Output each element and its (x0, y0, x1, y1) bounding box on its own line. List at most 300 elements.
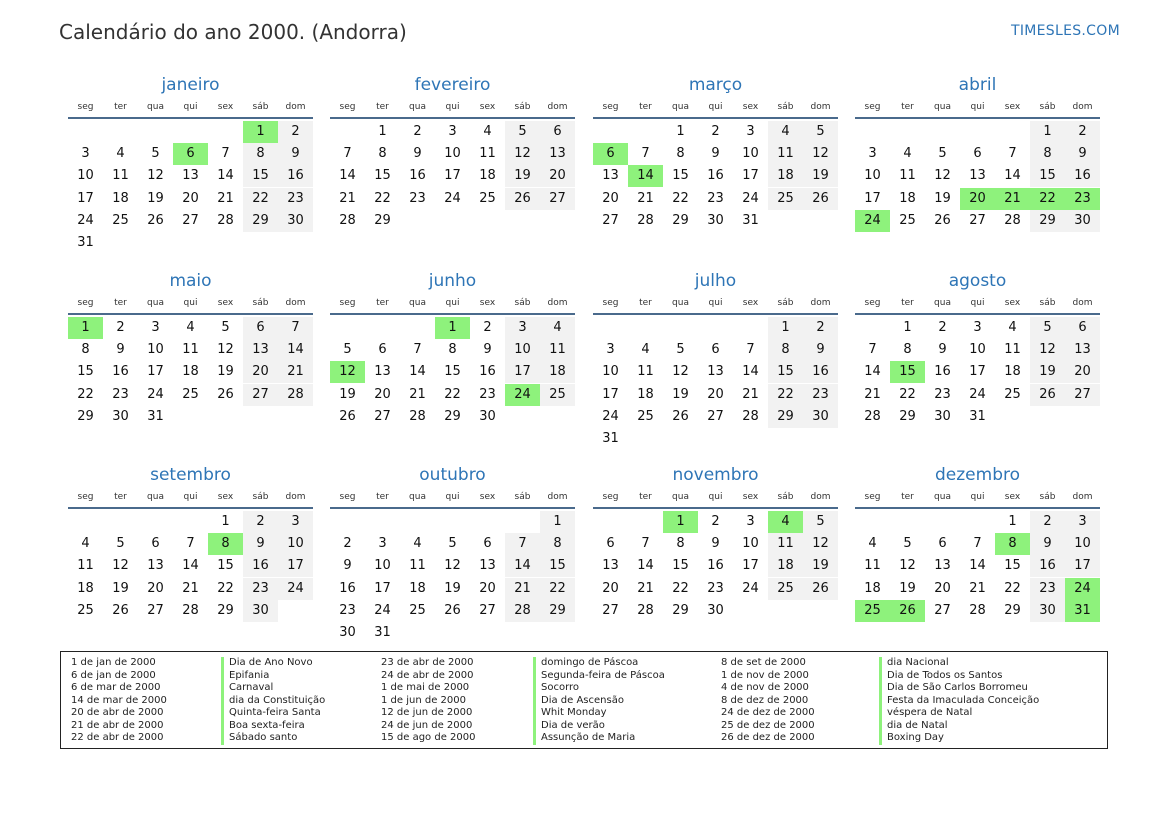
legend-holiday-name: Dia de Ano Novo (221, 657, 325, 670)
day-cell: 20 (602, 580, 619, 596)
month-name: outubro (419, 465, 486, 485)
day-cell: 27 (147, 602, 164, 618)
day-cell: 14 (969, 558, 986, 574)
day-cell: 28 (409, 408, 426, 424)
weekday-header: qui (183, 102, 198, 112)
day-cell: 4 (81, 536, 90, 552)
day-cell: 19 (217, 364, 234, 380)
day-cell: 10 (1065, 533, 1100, 555)
weekday-header: seg (77, 298, 94, 308)
day-cell: 22 (1004, 580, 1021, 596)
holiday-day-cell: 25 (855, 600, 890, 622)
day-cell: 5 (938, 146, 947, 162)
day-cell: 12 (217, 342, 234, 358)
weekday-header: sáb (777, 102, 794, 112)
month-divider (68, 507, 313, 509)
month-name: novembro (672, 465, 759, 485)
weekday-header: qui (445, 102, 460, 112)
month-name: abril (958, 75, 997, 95)
day-cell: 19 (1030, 361, 1065, 383)
day-cell: 1 (1008, 514, 1017, 529)
legend-holiday-name: Boa sexta-feira (221, 720, 325, 733)
day-cell: 29 (444, 408, 461, 424)
weekday-header: sáb (514, 492, 531, 502)
month-divider (855, 313, 1100, 315)
legend-holiday-name: Epifania (221, 670, 325, 683)
weekday-header: dom (1072, 298, 1093, 308)
day-cell: 7 (641, 536, 650, 552)
day-cell: 17 (742, 168, 759, 184)
day-cell: 7 (868, 342, 877, 358)
month-divider (330, 313, 575, 315)
legend-date: 20 de abr de 2000 (71, 707, 164, 718)
day-cell: 15 (374, 168, 391, 184)
weekday-header: dom (547, 492, 568, 502)
day-cell: 29 (672, 602, 689, 618)
day-cell: 2 (711, 514, 720, 529)
day-cell: 2 (243, 511, 278, 533)
day-cell: 27 (479, 602, 496, 618)
weekday-header: qui (708, 492, 723, 502)
day-cell: 3 (746, 514, 755, 529)
day-cell: 4 (186, 320, 195, 335)
day-cell: 16 (112, 364, 129, 380)
day-cell: 27 (243, 384, 278, 406)
day-cell: 3 (448, 124, 457, 139)
weekday-header: sáb (777, 492, 794, 502)
day-cell: 20 (182, 190, 199, 206)
day-cell: 10 (147, 342, 164, 358)
day-cell: 10 (374, 558, 391, 574)
day-cell: 5 (676, 342, 685, 358)
day-cell: 30 (243, 600, 278, 622)
day-cell: 9 (938, 342, 947, 358)
weekday-header: qui (970, 102, 985, 112)
weekday-header: seg (864, 298, 881, 308)
day-cell: 17 (147, 364, 164, 380)
day-cell: 15 (77, 364, 94, 380)
day-cell: 23 (707, 190, 724, 206)
day-cell: 27 (602, 602, 619, 618)
weekday-header: dom (285, 102, 306, 112)
holiday-day-cell: 14 (628, 165, 663, 187)
weekday-header: sex (1004, 102, 1021, 112)
day-cell: 22 (444, 386, 461, 402)
legend-date: 1 de mai de 2000 (381, 682, 470, 693)
month-divider (593, 117, 838, 119)
weekday-header: seg (864, 492, 881, 502)
weekday-header: dom (1072, 102, 1093, 112)
day-cell: 16 (479, 364, 496, 380)
legend-date: 4 de nov de 2000 (721, 682, 809, 693)
day-cell: 7 (1008, 146, 1017, 162)
day-cell: 16 (339, 580, 356, 596)
day-cell: 9 (278, 143, 313, 165)
weekday-header: dom (1072, 492, 1093, 502)
day-cell: 23 (112, 386, 129, 402)
day-cell: 29 (1004, 602, 1021, 618)
weekday-header: sáb (1039, 102, 1056, 112)
day-cell: 20 (374, 386, 391, 402)
day-cell: 26 (803, 188, 838, 210)
day-cell: 19 (803, 165, 838, 187)
day-cell: 26 (444, 602, 461, 618)
day-cell: 20 (934, 580, 951, 596)
weekday-header: qua (934, 492, 951, 502)
day-cell: 26 (505, 188, 540, 210)
weekday-header: sáb (514, 102, 531, 112)
day-cell: 30 (278, 210, 313, 232)
day-cell: 6 (151, 536, 160, 552)
weekday-header: sex (479, 492, 496, 502)
day-cell: 2 (1065, 121, 1100, 143)
day-cell: 18 (182, 364, 199, 380)
day-cell: 11 (409, 558, 426, 574)
day-cell: 7 (505, 533, 540, 555)
weekday-header: qua (409, 492, 426, 502)
day-cell: 25 (1004, 386, 1021, 402)
day-cell: 12 (803, 533, 838, 555)
day-cell: 5 (116, 536, 125, 552)
day-cell: 7 (413, 342, 422, 358)
day-cell: 22 (768, 384, 803, 406)
day-cell: 26 (1030, 384, 1065, 406)
day-cell: 18 (768, 555, 803, 577)
day-cell: 18 (77, 580, 94, 596)
weekday-header: sáb (252, 102, 269, 112)
day-cell: 31 (742, 212, 759, 228)
month-divider (330, 117, 575, 119)
day-cell: 25 (540, 384, 575, 406)
day-cell: 20 (1065, 361, 1100, 383)
holiday-day-cell: 12 (330, 361, 365, 383)
weekday-header: ter (639, 102, 652, 112)
weekday-header: seg (339, 492, 356, 502)
legend-holiday-name: Dia de São Carlos Borromeu (879, 682, 1039, 695)
day-cell: 4 (540, 317, 575, 339)
legend-holiday-name: Socorro (533, 682, 665, 695)
day-cell: 15 (1004, 558, 1021, 574)
day-cell: 26 (217, 386, 234, 402)
day-cell: 17 (505, 361, 540, 383)
month-divider (593, 507, 838, 509)
day-cell: 19 (803, 555, 838, 577)
day-cell: 22 (77, 386, 94, 402)
day-cell: 12 (147, 168, 164, 184)
day-cell: 5 (448, 536, 457, 552)
day-cell: 11 (540, 339, 575, 361)
weekday-header: qua (934, 298, 951, 308)
weekday-header: qua (409, 102, 426, 112)
day-cell: 15 (540, 555, 575, 577)
month-divider (68, 313, 313, 315)
legend-date: 14 de mar de 2000 (71, 694, 167, 706)
legend-date: 6 de jan de 2000 (71, 669, 156, 681)
holiday-legend (60, 651, 1108, 749)
day-cell: 21 (278, 361, 313, 383)
weekday-header: sáb (514, 298, 531, 308)
month-name: setembro (150, 465, 231, 485)
day-cell: 21 (217, 190, 234, 206)
day-cell: 30 (707, 602, 724, 618)
day-cell: 4 (1008, 320, 1017, 335)
day-cell: 16 (934, 364, 951, 380)
legend-holiday-name: Quinta-feira Santa (221, 707, 325, 720)
legend-date: 26 de dez de 2000 (721, 732, 815, 743)
day-cell: 4 (413, 536, 422, 552)
day-cell: 4 (903, 146, 912, 162)
day-cell: 9 (1065, 143, 1100, 165)
day-cell: 8 (378, 146, 387, 162)
day-cell: 31 (969, 408, 986, 424)
day-cell: 10 (602, 364, 619, 380)
day-cell: 25 (182, 386, 199, 402)
holiday-day-cell: 22 (1030, 188, 1065, 210)
day-cell: 24 (278, 578, 313, 600)
month-name: julho (694, 271, 737, 291)
day-cell: 12 (1030, 339, 1065, 361)
day-cell: 13 (934, 558, 951, 574)
day-cell: 27 (934, 602, 951, 618)
weekday-header: dom (810, 298, 831, 308)
weekday-header: sáb (1039, 298, 1056, 308)
weekday-header: sex (479, 298, 496, 308)
day-cell: 20 (707, 386, 724, 402)
day-cell: 2 (483, 320, 492, 335)
day-cell: 13 (602, 168, 619, 184)
legend-holiday-name: Boxing Day (879, 732, 1039, 745)
weekday-header: qui (445, 492, 460, 502)
legend-holiday-name: dia Nacional (879, 657, 1039, 670)
day-cell: 14 (742, 364, 759, 380)
day-cell: 11 (768, 143, 803, 165)
day-cell: 12 (444, 558, 461, 574)
day-cell: 28 (339, 212, 356, 228)
day-cell: 28 (969, 602, 986, 618)
day-cell: 23 (707, 580, 724, 596)
day-cell: 9 (413, 146, 422, 162)
day-cell: 17 (602, 386, 619, 402)
day-cell: 3 (746, 124, 755, 139)
weekday-header: sáb (1039, 492, 1056, 502)
legend-date: 24 de jun de 2000 (381, 719, 473, 731)
day-cell: 10 (864, 168, 881, 184)
day-cell: 16 (278, 165, 313, 187)
legend-holiday-name: Festa da Imaculada Conceição (879, 695, 1039, 708)
legend-date: 6 de mar de 2000 (71, 682, 161, 693)
day-cell: 1 (768, 317, 803, 339)
day-cell: 25 (637, 408, 654, 424)
legend-date: 8 de dez de 2000 (721, 694, 809, 706)
day-cell: 17 (374, 580, 391, 596)
day-cell: 5 (803, 511, 838, 533)
weekday-header: qui (708, 298, 723, 308)
legend-date: 1 de jan de 2000 (71, 657, 156, 668)
day-cell: 22 (672, 580, 689, 596)
day-cell: 18 (1004, 364, 1021, 380)
legend-date: 24 de dez de 2000 (721, 707, 815, 718)
legend-holiday-name: dia de Natal (879, 720, 1039, 733)
day-cell: 23 (479, 386, 496, 402)
legend-date: 15 de ago de 2000 (381, 732, 476, 743)
day-cell: 2 (1030, 511, 1065, 533)
holiday-day-cell: 31 (1065, 600, 1100, 622)
day-cell: 30 (112, 408, 129, 424)
day-cell: 25 (77, 602, 94, 618)
day-cell: 30 (707, 212, 724, 228)
day-cell: 22 (374, 190, 391, 206)
day-cell: 27 (182, 212, 199, 228)
day-cell: 21 (409, 386, 426, 402)
day-cell: 20 (479, 580, 496, 596)
day-cell: 5 (221, 320, 230, 335)
day-cell: 1 (378, 124, 387, 139)
holiday-day-cell: 24 (855, 210, 890, 232)
legend-holiday-name: véspera de Natal (879, 707, 1039, 720)
legend-holiday-name: Dia de Ascensão (533, 695, 665, 708)
holiday-day-cell: 26 (890, 600, 925, 622)
day-cell: 19 (444, 580, 461, 596)
day-cell: 24 (444, 190, 461, 206)
day-cell: 13 (374, 364, 391, 380)
day-cell: 22 (899, 386, 916, 402)
day-cell: 12 (803, 143, 838, 165)
holiday-day-cell: 1 (68, 317, 103, 339)
holiday-day-cell: 8 (208, 533, 243, 555)
day-cell: 27 (374, 408, 391, 424)
day-cell: 29 (243, 210, 278, 232)
weekday-header: sex (742, 492, 759, 502)
day-cell: 13 (182, 168, 199, 184)
weekday-header: sex (1004, 492, 1021, 502)
weekday-header: ter (114, 298, 127, 308)
day-cell: 27 (1065, 384, 1100, 406)
day-cell: 3 (81, 146, 90, 162)
day-cell: 30 (803, 406, 838, 428)
weekday-header: ter (901, 298, 914, 308)
day-cell: 6 (483, 536, 492, 552)
day-cell: 25 (768, 188, 803, 210)
weekday-header: qui (183, 492, 198, 502)
legend-date: 8 de set de 2000 (721, 657, 806, 668)
day-cell: 7 (278, 317, 313, 339)
day-cell: 4 (483, 124, 492, 139)
weekday-header: sex (217, 102, 234, 112)
day-cell: 8 (676, 536, 685, 552)
day-cell: 27 (707, 408, 724, 424)
day-cell: 18 (409, 580, 426, 596)
weekday-header: ter (376, 298, 389, 308)
day-cell: 29 (374, 212, 391, 228)
day-cell: 22 (217, 580, 234, 596)
day-cell: 6 (606, 536, 615, 552)
day-cell: 30 (339, 625, 356, 640)
day-cell: 28 (278, 384, 313, 406)
weekday-header: sex (217, 492, 234, 502)
day-cell: 11 (637, 364, 654, 380)
legend-date: 22 de abr de 2000 (71, 732, 164, 743)
day-cell: 26 (803, 578, 838, 600)
legend-holiday-name: domingo de Páscoa (533, 657, 665, 670)
weekday-header: qua (934, 102, 951, 112)
day-cell: 11 (899, 168, 916, 184)
weekday-header: ter (901, 492, 914, 502)
weekday-header: qui (970, 298, 985, 308)
holiday-day-cell: 20 (960, 188, 995, 210)
day-cell: 5 (505, 121, 540, 143)
day-cell: 2 (938, 320, 947, 335)
day-cell: 6 (378, 342, 387, 358)
day-cell: 6 (540, 121, 575, 143)
weekday-header: qua (147, 298, 164, 308)
day-cell: 23 (339, 602, 356, 618)
weekday-header: seg (339, 102, 356, 112)
month-name: março (688, 75, 743, 95)
day-cell: 24 (742, 580, 759, 596)
day-cell: 31 (147, 408, 164, 424)
day-cell: 4 (868, 536, 877, 552)
day-cell: 22 (243, 188, 278, 210)
day-cell: 10 (505, 339, 540, 361)
day-cell: 24 (969, 386, 986, 402)
day-cell: 17 (444, 168, 461, 184)
weekday-header: seg (77, 492, 94, 502)
day-cell: 3 (378, 536, 387, 552)
legend-names-col-2 (533, 657, 665, 745)
day-cell: 30 (479, 408, 496, 424)
month-name: agosto (948, 271, 1007, 291)
legend-dates-col-1 (71, 657, 167, 745)
site-link[interactable]: TIMESLES.COM (1011, 23, 1120, 39)
weekday-header: qui (183, 298, 198, 308)
day-cell: 26 (934, 212, 951, 228)
day-cell: 26 (112, 602, 129, 618)
day-cell: 8 (676, 146, 685, 162)
weekday-header: sex (1004, 298, 1021, 308)
holiday-day-cell: 24 (1065, 578, 1100, 600)
day-cell: 19 (339, 386, 356, 402)
day-cell: 1 (903, 320, 912, 335)
day-cell: 23 (1030, 578, 1065, 600)
day-cell: 21 (339, 190, 356, 206)
day-cell: 29 (540, 600, 575, 622)
day-cell: 25 (112, 212, 129, 228)
day-cell: 8 (81, 342, 90, 358)
month-name: junho (428, 271, 477, 291)
day-cell: 14 (505, 555, 540, 577)
day-cell: 31 (77, 235, 94, 250)
weekday-header: seg (864, 102, 881, 112)
weekday-header: dom (810, 102, 831, 112)
weekday-header: dom (547, 298, 568, 308)
weekday-header: qua (147, 492, 164, 502)
weekday-header: ter (639, 492, 652, 502)
day-cell: 9 (1030, 533, 1065, 555)
day-cell: 11 (182, 342, 199, 358)
weekday-header: qua (672, 102, 689, 112)
day-cell: 21 (637, 580, 654, 596)
day-cell: 5 (1030, 317, 1065, 339)
day-cell: 3 (151, 320, 160, 335)
day-cell: 9 (343, 558, 352, 574)
day-cell: 19 (505, 165, 540, 187)
day-cell: 29 (768, 406, 803, 428)
day-cell: 3 (868, 146, 877, 162)
weekday-header: sex (217, 298, 234, 308)
day-cell: 19 (112, 580, 129, 596)
day-cell: 20 (147, 580, 164, 596)
day-cell: 31 (602, 431, 619, 446)
